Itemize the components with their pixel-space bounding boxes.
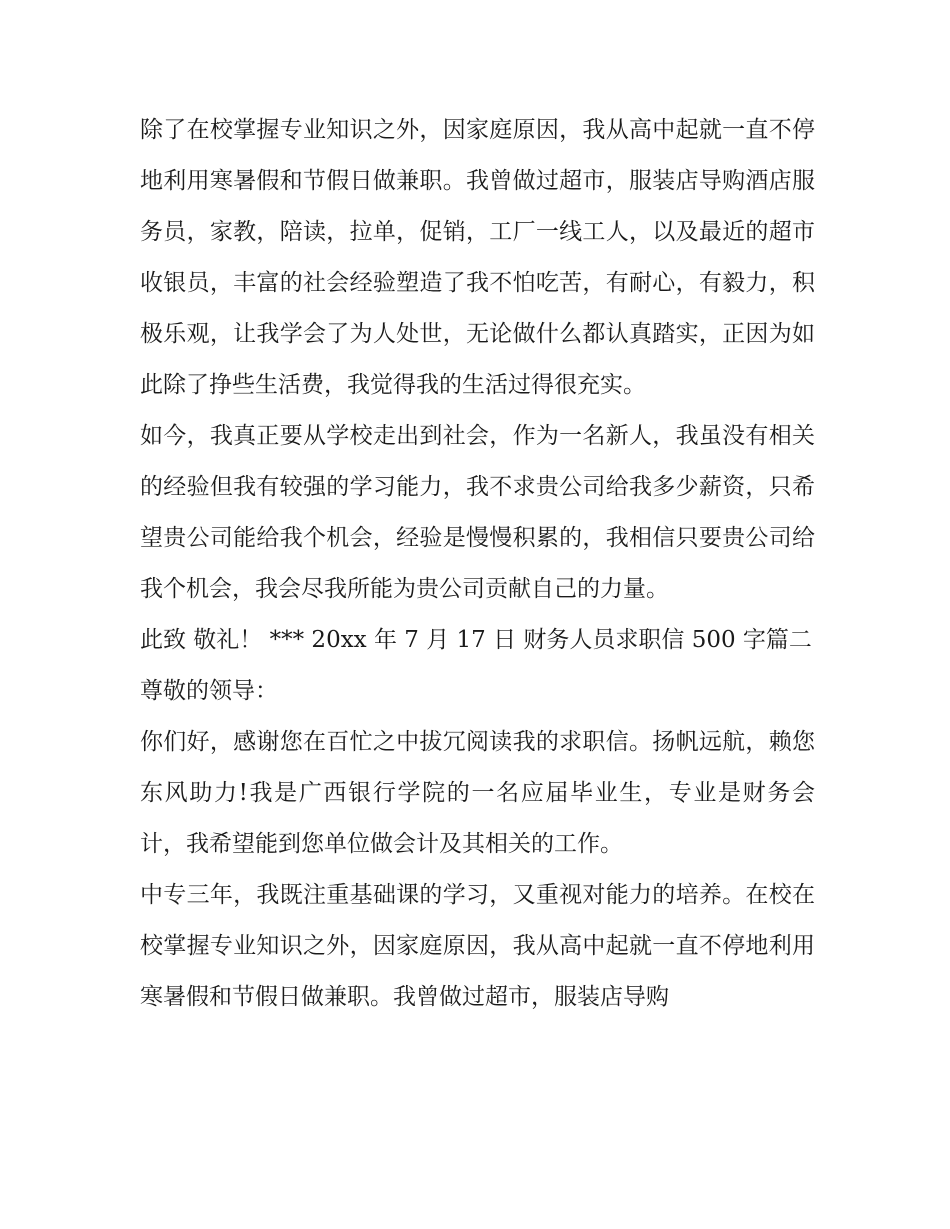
paragraph-greeting: 你们好，感谢您在百忙之中拔冗阅读我的求职信。扬帆远航，赖您东风助力!我是广西银行学院的一名应届毕业生，专业是财务会计，我希望能到您单位做会计及其相关的工作。 bbox=[140, 729, 815, 857]
paragraph-closing-and-heading: 此致 敬礼！ *** 20xx 年 7 月 17 日 财务人员求职信 500 字篇二 bbox=[140, 627, 812, 653]
paragraph-part-time-experience: 除了在校掌握专业知识之外，因家庭原因，我从高中起就一直不停地利用寒暑假和节假日做兼职。我曾做过超市，服装店导购酒店服务员，家教，陪读，拉单，促销，工厂一线工人，以及最近的超市收银员，丰富的社会经验塑造了我不怕吃苦，有耐心，有毅力，积极乐观，让我学会了为人处世，无论做什么都认真踏实，正因为如此除了挣些生活费，我觉得我的生活过得很充实。 bbox=[140, 117, 815, 398]
paragraph-career-goal: 如今，我真正要从学校走出到社会，作为一名新人，我虽没有相关的经验但我有较强的学习能力，我不求贵公司给我多少薪资，只希望贵公司能给我个机会，经验是慢慢积累的，我相信只要贵公司给我个机会，我会尽我所能为贵公司贡献自己的力量。 bbox=[140, 423, 815, 602]
paragraph-study-experience: 中专三年，我既注重基础课的学习，又重视对能力的培养。在校在校掌握专业知识之外，因家庭原因，我从高中起就一直不停地利用寒暑假和节假日做兼职。我曾做过超市，服装店导购 bbox=[140, 882, 815, 1010]
salutation: 尊敬的领导： bbox=[140, 678, 278, 704]
document-page bbox=[140, 105, 815, 1023]
